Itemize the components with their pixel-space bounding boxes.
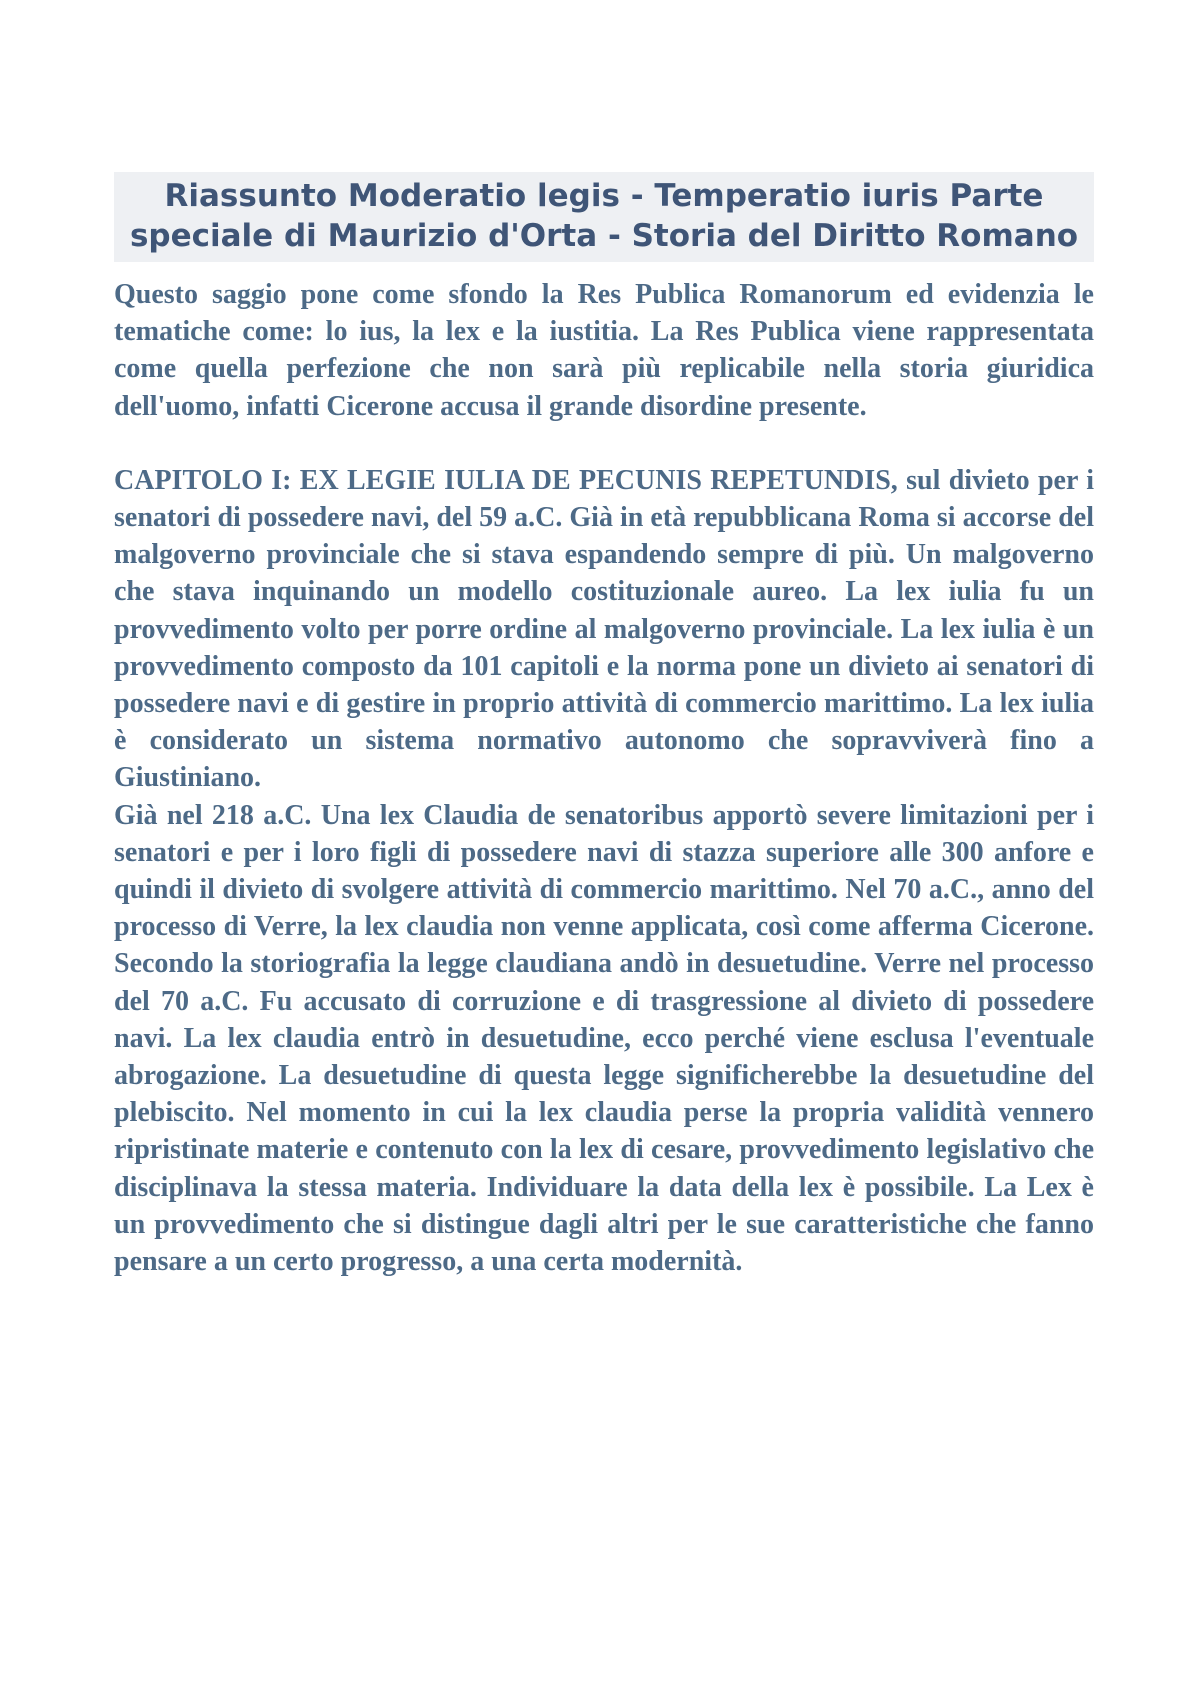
title-banner — [114, 172, 1094, 262]
document-title: Riassunto Moderatio legis - Temperatio iuris Parte speciale di Maurizio d'Orta - Storia del Diritto Romano — [129, 178, 1079, 254]
document-page — [114, 172, 1094, 1280]
chapter-1-paragraph: CAPITOLO I: EX LEGIE IULIA DE PECUNIS REPETUNDIS, sul divieto per i senatori di possedere navi, del 59 a.C. Già in età repubblicana Roma si accorse del malgoverno provinciale che si stava espandendo sempre di più. Un malgoverno che stava inquinando un modello costituzionale aureo. La lex iulia fu un provvedimento volto per porre ordine al malgoverno provinciale. La lex iulia è un provvedimento composto da 101 capitoli e la norma pone un divieto ai senatori di possedere navi e di gestire in proprio attività di commercio marittimo. La lex iulia è considerato un sistema normativo autonomo che sopravviverà fino a Giustiniano. — [114, 464, 1094, 794]
lex-claudia-paragraph: Già nel 218 a.C. Una lex Claudia de senatoribus apportò severe limitazioni per i senatori e per i loro figli di possedere navi di stazza superiore alle 300 anfore e quindi il divieto di svolgere attività di commercio marittimo. Nel 70 a.C., anno del processo di Verre, la lex claudia non venne applicata, così come afferma Cicerone. Secondo la storiografia la legge claudiana andò in desuetudine. Verre nel processo del 70 a.C. Fu accusato di corruzione e di trasgressione al divieto di possedere navi. La lex claudia entrò in desuetudine, ecco perché viene esclusa l'eventuale abrogazione. La desuetudine di questa legge significherebbe la desuetudine del plebiscito. Nel momento in cui la lex claudia perse la propria validità vennero ripristinate materie e contenuto con la lex di cesare, provvedimento legislativo che disciplinava la stessa materia. Individuare la data della lex è possibile. La Lex è un provvedimento che si distingue dagli altri per le sue caratteristiche che fanno pensare a un certo progresso, a una certa modernità. — [114, 799, 1094, 1278]
intro-paragraph: Questo saggio pone come sfondo la Res Publica Romanorum ed evidenzia le tematiche come: lo ius, la lex e la iustitia. La Res Publica viene rappresentata come quella perfezione che non sarà più replicabile nella storia giuridica dell'uomo, infatti Cicerone accusa il grande disordine presente. — [114, 279, 1094, 422]
